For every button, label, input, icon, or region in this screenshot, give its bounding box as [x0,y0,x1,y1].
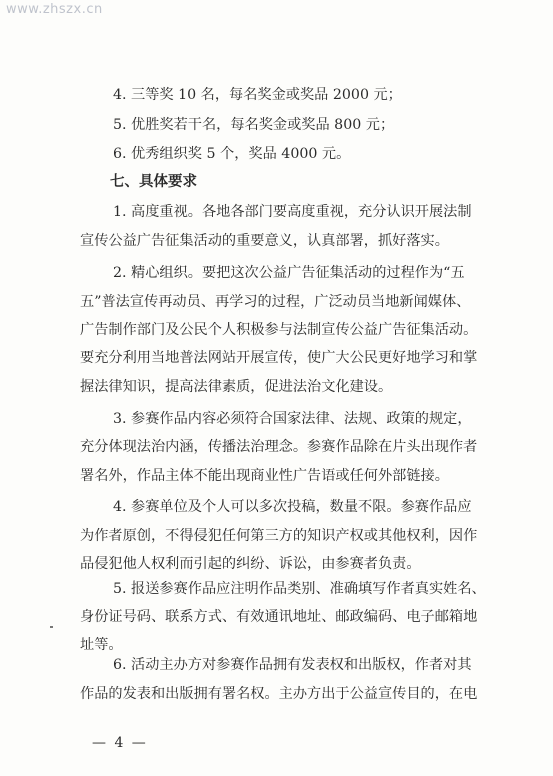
paragraph-line: 署名外，作品主体不能出现商业性广告语或任何外部链接。 [80,468,449,484]
paragraph-line: 5. 报送参赛作品应注明作品类别、准确填写作者真实姓名、 [113,581,486,597]
paragraph-line: 1. 高度重视。各地各部门要高度重视，充分认识开展法制 [113,204,472,220]
paragraph-line: 握法律知识，提高法律素质，促进法治文化建设。 [80,379,393,395]
paragraph-line: 6. 活动主办方对参赛作品拥有发表权和出版权，作者对其 [113,657,472,673]
paragraph-line: 宣传公益广告征集活动的重要意义，认真部署，抓好落实。 [80,233,449,249]
section-heading: 七、具体要求 [110,173,197,190]
paragraph-line: 为作者原创，不得侵犯任何第三方的知识产权或其他权利，因作 [80,528,478,544]
prize-line-third: 4. 三等奖 10 名，每名奖金或奖品 2000 元； [113,87,402,103]
paragraph-line: 2. 精心组织。要把这次公益广告征集活动的过程作为“五 [113,265,465,281]
paragraph-line: 要充分利用当地普法网站开展宣传，使广大公民更好地学习和掌 [80,350,478,366]
paragraph-line: 作品的发表和出版拥有署名权。主办方出于公益宣传目的，在电 [80,686,478,702]
prize-line-org: 6. 优秀组织奖 5 个，奖品 4000 元。 [113,146,351,162]
paragraph-line: 广告制作部门及公民个人积极参与法制宣传公益广告征集活动。 [80,322,478,338]
paragraph-line: 五”普法宣传再动员、再学习的过程，广泛动员当地新闻媒体、 [80,294,471,310]
paragraph-line: 充分体现法治内涵，传播法治理念。参赛作品除在片头出现作者 [80,439,478,455]
watermark: www.zhszx.cn [6,2,103,17]
paragraph-line: 址等。 [80,637,123,653]
page-number: — 4 — [92,735,148,751]
prize-line-merit: 5. 优胜奖若干名，每名奖金或奖品 800 元； [113,117,395,133]
paragraph-line: 品侵犯他人权利而引起的纠纷、诉讼，由参赛者负责。 [80,556,421,572]
paragraph-line: 3. 参赛作品内容必须符合国家法律、法规、政策的规定， [113,411,472,427]
paragraph-line: 身份证号码、联系方式、有效通讯地址、邮政编码、电子邮箱地 [80,609,478,625]
paragraph-line: 4. 参赛单位及个人可以多次投稿，数量不限。参赛作品应 [113,499,472,515]
scan-speck [50,626,53,628]
